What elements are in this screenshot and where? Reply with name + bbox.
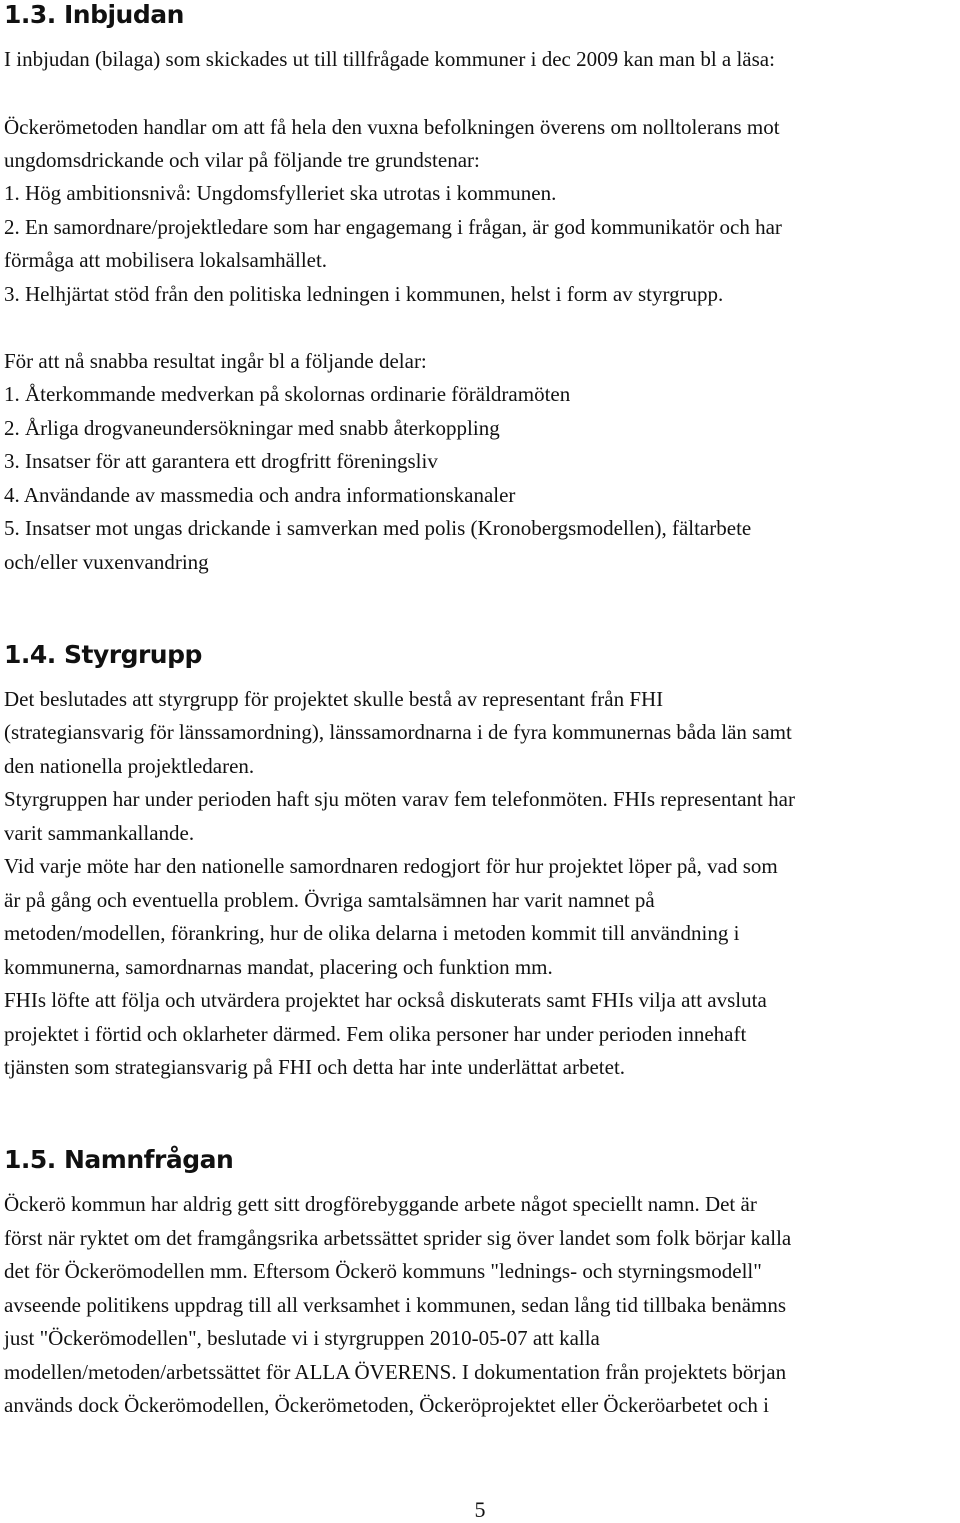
list-item: 4. Användande av massmedia och andra informationskanaler bbox=[4, 483, 516, 507]
paragraph-line: I inbjudan (bilaga) som skickades ut till tillfrågade kommuner i dec 2009 kan man bl a läsa: bbox=[4, 47, 775, 71]
list-item: 3. Insatser för att garantera ett drogfritt föreningsliv bbox=[4, 449, 438, 473]
list-item-continuation: förmåga att mobilisera lokalsamhället. bbox=[4, 248, 328, 272]
paragraph-line: används dock Öckerömodellen, Öckerömetoden, Öckeröprojektet eller Öckeröarbetet och i bbox=[4, 1393, 770, 1417]
paragraph-line: metoden/modellen, förankring, hur de olika delarna i metoden kommit till användning i bbox=[4, 921, 740, 945]
paragraph-line: För att nå snabba resultat ingår bl a följande delar: bbox=[4, 349, 427, 373]
list-item: 2. En samordnare/projektledare som har engagemang i frågan, är god kommunikatör och har bbox=[4, 215, 782, 239]
paragraph-line: den nationella projektledaren. bbox=[4, 754, 255, 778]
section-heading-namnfragan: 1.5. Namnfrågan bbox=[4, 1145, 234, 1174]
paragraph-line: (strategiansvarig för länssamordning), länssamordnarna i de fyra kommunernas båda län samt bbox=[4, 720, 792, 744]
list-item: 3. Helhjärtat stöd från den politiska ledningen i kommunen, helst i form av styrgrupp. bbox=[4, 282, 724, 306]
paragraph-line: Det beslutades att styrgrupp för projektet skulle bestå av representant från FHI bbox=[4, 687, 664, 711]
list-item: 1. Återkommande medverkan på skolornas ordinarie föräldramöten bbox=[4, 382, 571, 406]
page-number: 5 bbox=[474, 1497, 486, 1522]
paragraph-line: projektet i förtid och oklarheter därmed. Fem olika personer har under perioden innehaft bbox=[4, 1022, 747, 1046]
paragraph-line: tjänsten som strategiansvarig på FHI och detta har inte underlättat arbetet. bbox=[4, 1055, 626, 1079]
section-heading-inbjudan: 1.3. Inbjudan bbox=[4, 0, 184, 29]
paragraph-line: just "Öckerömodellen", beslutade vi i styrgruppen 2010-05-07 att kalla bbox=[4, 1326, 600, 1350]
list-item: 2. Årliga drogvaneundersökningar med snabb återkoppling bbox=[4, 416, 500, 440]
list-item: 1. Hög ambitionsnivå: Ungdomsfylleriet ska utrotas i kommunen. bbox=[4, 181, 557, 205]
paragraph-line: Vid varje möte har den nationelle samordnaren redogjort för hur projektet löper på, vad som bbox=[4, 854, 778, 878]
paragraph-line: avseende politikens uppdrag till all verksamhet i kommunen, sedan lång tid tillbaka benämns bbox=[4, 1293, 787, 1317]
paragraph-line: det för Öckerömodellen mm. Eftersom Öckerö kommuns "lednings- och styrningsmodell" bbox=[4, 1259, 762, 1283]
paragraph-line: ungdomsdrickande och vilar på följande tre grundstenar: bbox=[4, 148, 480, 172]
paragraph-line: Öckerö kommun har aldrig gett sitt drogförebyggande arbete något speciellt namn. Det är bbox=[4, 1192, 757, 1216]
list-item: 5. Insatser mot ungas drickande i samverkan med polis (Kronobergsmodellen), fältarbete bbox=[4, 516, 752, 540]
list-item-continuation: och/eller vuxenvandring bbox=[4, 550, 209, 574]
paragraph-line: kommunerna, samordnarnas mandat, placering och funktion mm. bbox=[4, 955, 553, 979]
paragraph-line: modellen/metoden/arbetssättet för ALLA ÖVERENS. I dokumentation från projektets början bbox=[4, 1360, 787, 1384]
paragraph-line: FHIs löfte att följa och utvärdera projektet har också diskuterats samt FHIs vilja att avsluta bbox=[4, 988, 767, 1012]
section-heading-styrgrupp: 1.4. Styrgrupp bbox=[4, 640, 202, 669]
paragraph-line: Styrgruppen har under perioden haft sju möten varav fem telefonmöten. FHIs representant har bbox=[4, 787, 795, 811]
paragraph-line: Öckerömetoden handlar om att få hela den vuxna befolkningen överens om nolltolerans mot bbox=[4, 115, 780, 139]
paragraph-line: är på gång och eventuella problem. Övriga samtalsämnen har varit namnet på bbox=[4, 888, 655, 912]
paragraph-line: först när ryktet om det framgångsrika arbetssättet sprider sig över landet som folk börjar kalla bbox=[4, 1226, 792, 1250]
paragraph-line: varit sammankallande. bbox=[4, 821, 195, 845]
